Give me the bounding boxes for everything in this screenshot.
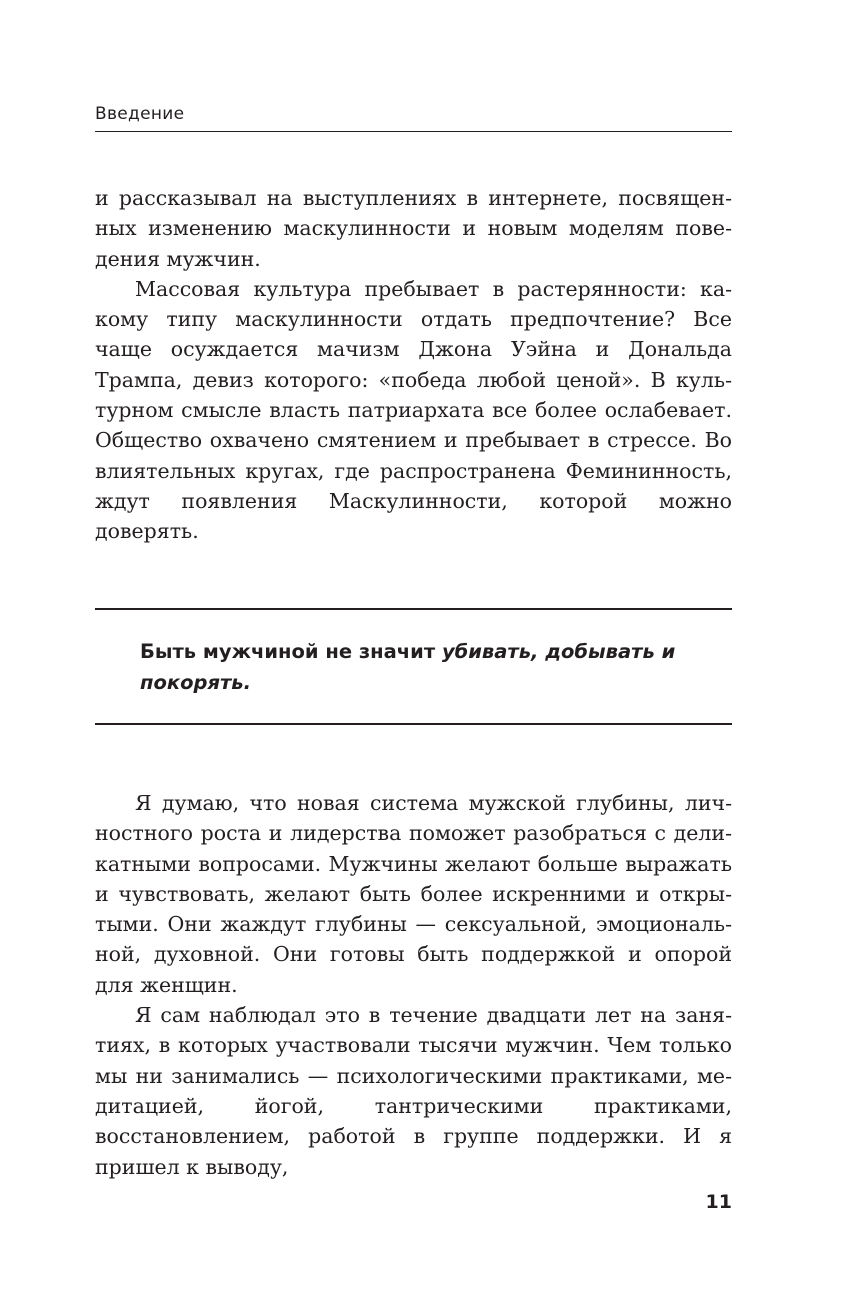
pull-quote-emphasis: убивать, добывать и покорять. <box>140 640 676 694</box>
running-head: Введение <box>95 104 185 124</box>
pull-quote-bottom-rule <box>95 723 732 725</box>
paragraph: Массовая культура пребывает в растерянности: какому типу маскулинности отдать предпочтение? Все чаще осуждается мачизм Джона Уэйна и Дональда Трампа, девиз которого: «победа любой ценой». В культурном смысле власть патриархата все более ослабевает. Общество охвачено смятением и пребывает в стрессе. Во влиятельных кругах, где распространена Фемининность, ждут появления Маскулинности, которой можно доверять. <box>95 276 732 544</box>
pull-quote <box>140 636 700 698</box>
text-block-bottom <box>95 788 732 1182</box>
paragraph: Я сам наблюдал это в течение двадцати лет на занятиях, в которых участвовали тысячи мужчин. Чем только мы ни занимались — психологическими практиками, медитацией, йогой, тантрическими практиками, восстановлением, работой в группе поддержки. И я пришел к выводу, <box>95 1003 732 1179</box>
header-divider <box>95 131 732 132</box>
text-block-top <box>95 183 732 547</box>
page-number: 11 <box>705 1191 732 1213</box>
pull-quote-top-rule <box>95 608 732 610</box>
pull-quote-lead: Быть мужчиной не значит <box>140 640 442 663</box>
paragraph-continued: и рассказывал на выступлениях в интернете, посвященных изменению маскулинности и новым моделям поведения мужчин. <box>95 186 732 271</box>
paragraph: Я думаю, что новая система мужской глубины, личностного роста и лидерства поможет разобраться с деликатными вопросами. Мужчины желают больше выражать и чувствовать, желают быть более искренними и открытыми. Они жаждут глубины — сексуальной, эмоциональной, духовной. Они готовы быть поддержкой и опорой для женщин. <box>95 791 732 997</box>
